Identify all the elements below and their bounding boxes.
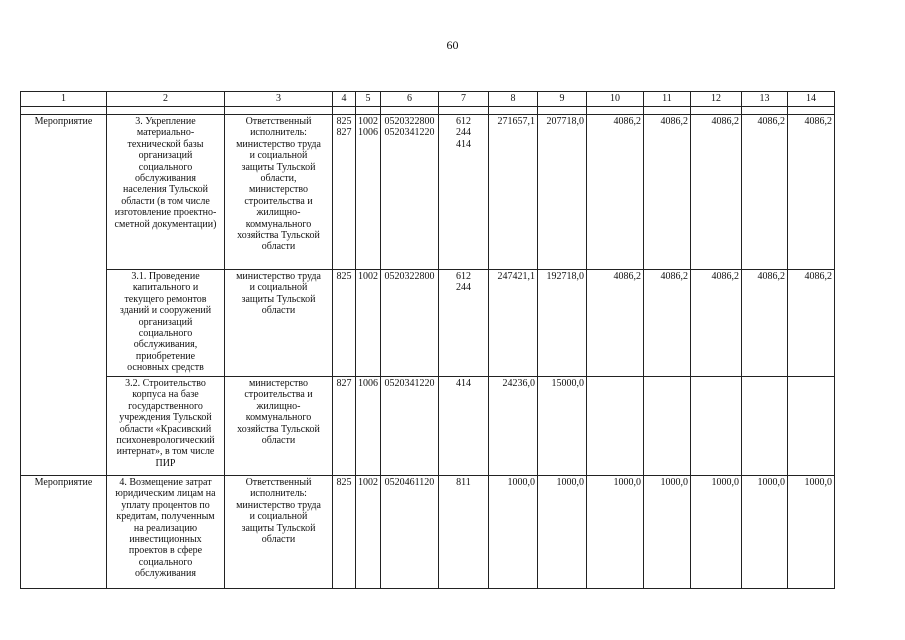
header-cell: 2	[107, 92, 225, 107]
table-row	[21, 115, 835, 270]
header-cell: 13	[742, 92, 788, 107]
col-5: 1002	[356, 270, 381, 377]
header-cell: 9	[538, 92, 587, 107]
executor: Ответственный исполнитель: министерство труда и социальной защиты Тульской области	[225, 476, 333, 589]
col-4: 825	[333, 476, 356, 589]
executor: министерство строительства и жилищно- коммунального хозяйства Тульской области	[225, 377, 333, 476]
measure-name: 4. Возмещение затрат юридическим лицам на уплату процентов по кредитам, полученным на реализацию инвестиционных проектов в сфере социального обслуживания	[107, 476, 225, 589]
col-14: 1000,0	[788, 476, 835, 589]
col-12: 4086,2	[691, 115, 742, 270]
col-11: 4086,2	[644, 270, 691, 377]
header-cell: 8	[489, 92, 538, 107]
header-cell: 5	[356, 92, 381, 107]
table-row	[21, 270, 835, 377]
col-7: 811	[439, 476, 489, 589]
col-7: 612 244	[439, 270, 489, 377]
col-11	[644, 377, 691, 476]
page-number: 60	[446, 38, 459, 52]
header-cell: 4	[333, 92, 356, 107]
col-10: 4086,2	[587, 115, 644, 270]
col-14: 4086,2	[788, 270, 835, 377]
col-6: 0520341220	[381, 377, 439, 476]
col-6: 0520322800	[381, 270, 439, 377]
col-13	[742, 377, 788, 476]
spacer-row	[21, 107, 835, 115]
measure-name: 3.2. Строительство корпуса на базе государственного учреждения Тульской области «Красивский психоневрологический интернат», в том числе ПИР	[107, 377, 225, 476]
col-9: 192718,0	[538, 270, 587, 377]
measure-name: 3.1. Проведение капитального и текущего ремонтов зданий и сооружений организаций социального обслуживания, приобретение основных средств	[107, 270, 225, 377]
col-9: 15000,0	[538, 377, 587, 476]
col-5: 1002 1006	[356, 115, 381, 270]
col-12	[691, 377, 742, 476]
executor: министерство труда и социальной защиты Тульской области	[225, 270, 333, 377]
col-6: 0520461120	[381, 476, 439, 589]
row-type	[21, 377, 107, 476]
col-7: 612 244 414	[439, 115, 489, 270]
col-9: 207718,0	[538, 115, 587, 270]
header-row	[21, 92, 835, 107]
row-type	[21, 270, 107, 377]
program-table	[20, 91, 835, 589]
col-13: 4086,2	[742, 115, 788, 270]
col-4: 827	[333, 377, 356, 476]
col-14	[788, 377, 835, 476]
header-cell: 10	[587, 92, 644, 107]
header-cell: 1	[21, 92, 107, 107]
col-7: 414	[439, 377, 489, 476]
col-8: 24236,0	[489, 377, 538, 476]
col-5: 1002	[356, 476, 381, 589]
header-cell: 12	[691, 92, 742, 107]
col-10	[587, 377, 644, 476]
col-14: 4086,2	[788, 115, 835, 270]
header-cell: 3	[225, 92, 333, 107]
col-13: 1000,0	[742, 476, 788, 589]
col-9: 1000,0	[538, 476, 587, 589]
col-11: 1000,0	[644, 476, 691, 589]
col-11: 4086,2	[644, 115, 691, 270]
col-13: 4086,2	[742, 270, 788, 377]
col-4: 825	[333, 270, 356, 377]
col-12: 1000,0	[691, 476, 742, 589]
col-8: 1000,0	[489, 476, 538, 589]
table-row	[21, 377, 835, 476]
col-8: 247421,1	[489, 270, 538, 377]
col-10: 4086,2	[587, 270, 644, 377]
col-5: 1006	[356, 377, 381, 476]
table-row	[21, 476, 835, 589]
row-type: Мероприятие	[21, 476, 107, 589]
executor: Ответственный исполнитель: министерство труда и социальной защиты Тульской области, министерство строительства и жилищно- коммунального хозяйства Тульской области	[225, 115, 333, 270]
row-type: Мероприятие	[21, 115, 107, 270]
col-6: 0520322800 0520341220	[381, 115, 439, 270]
col-8: 271657,1	[489, 115, 538, 270]
measure-name: 3. Укрепление материально- технической базы организаций социального обслуживания населения Тульской области (в том числе изготовление проектно- сметной документации)	[107, 115, 225, 270]
header-cell: 11	[644, 92, 691, 107]
col-12: 4086,2	[691, 270, 742, 377]
header-cell: 14	[788, 92, 835, 107]
col-10: 1000,0	[587, 476, 644, 589]
header-cell: 7	[439, 92, 489, 107]
header-cell: 6	[381, 92, 439, 107]
col-4: 825 827	[333, 115, 356, 270]
